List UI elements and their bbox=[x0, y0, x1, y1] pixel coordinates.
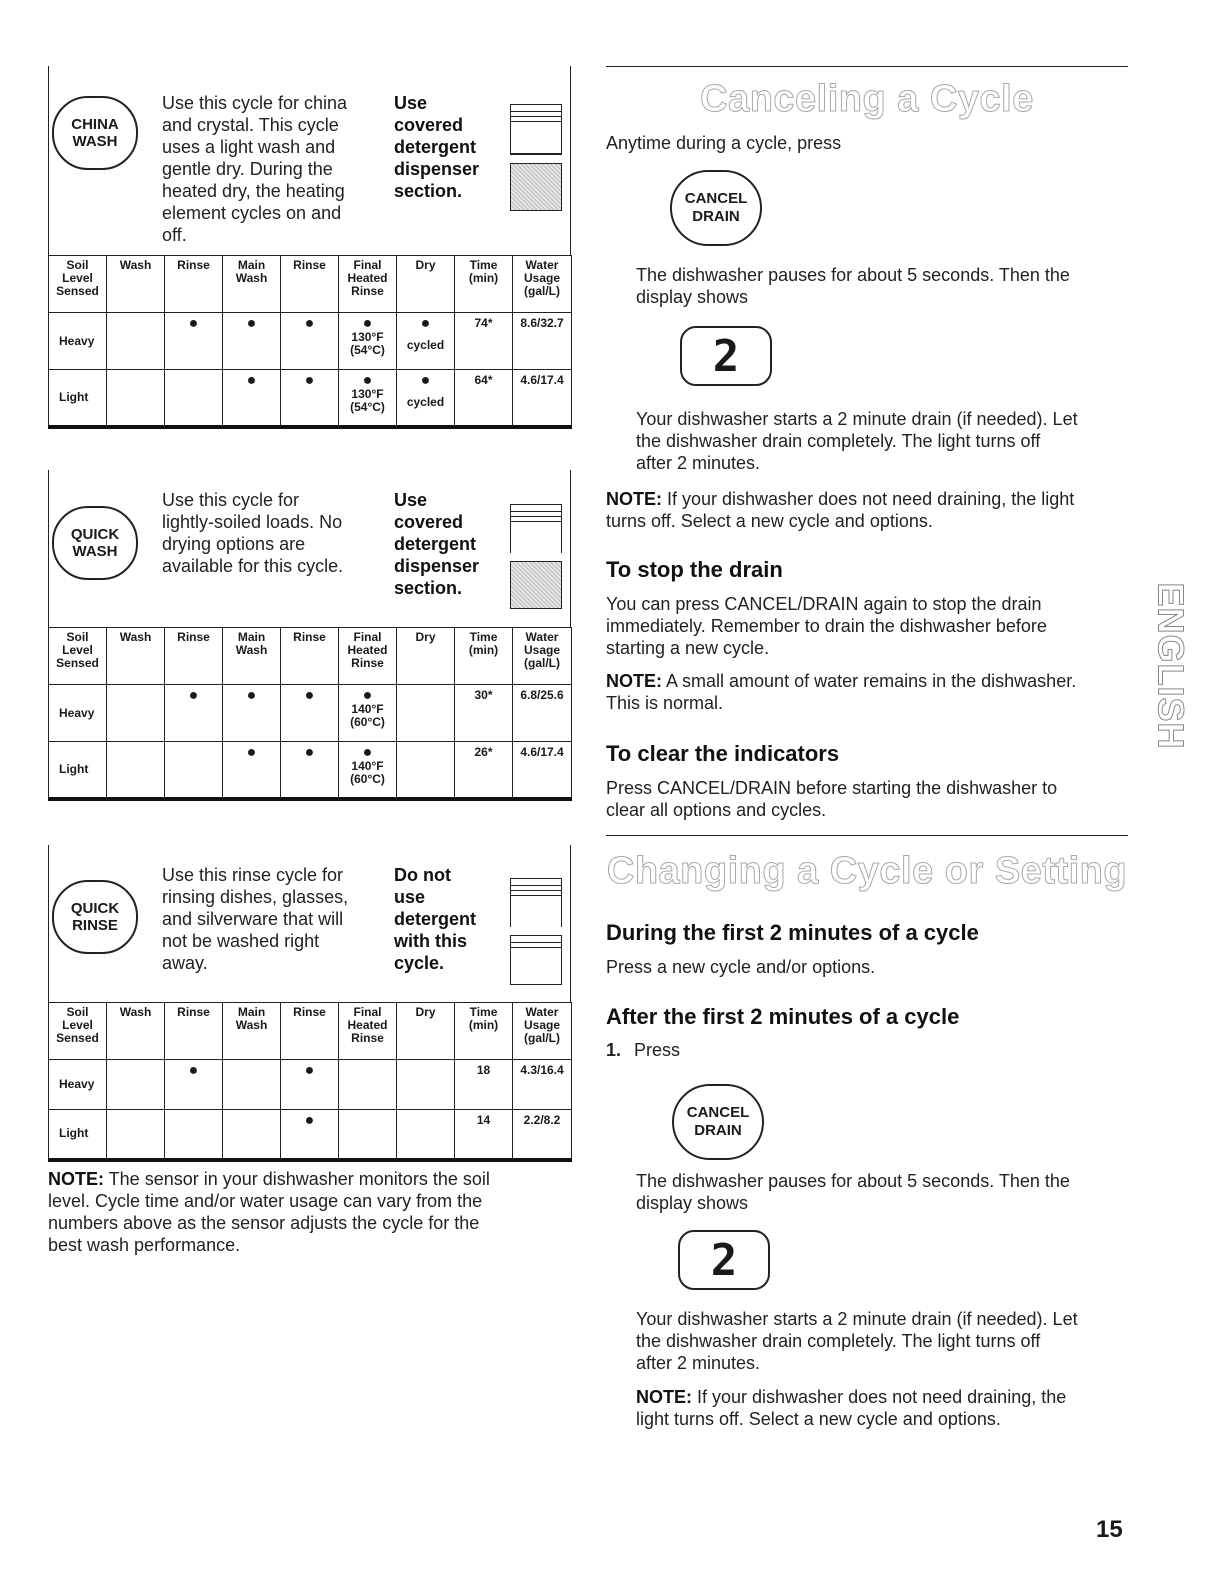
cycle-table bbox=[48, 1002, 572, 1162]
table-row: Heavy ● ● ● ● 140°F (60°C) 30* 6.8/25.6 bbox=[49, 685, 572, 742]
divider bbox=[606, 66, 1128, 67]
page-number: 15 bbox=[1096, 1516, 1123, 1543]
china-wash-button-icon: CHINA WASH bbox=[52, 96, 138, 170]
table-row: Heavy ● ● ● ● 130°F (54°C) ● cycled 74* 8.6/32.7 bbox=[49, 313, 572, 370]
table-header-row: Soil Level Sensed Wash Rinse Main Wash Rinse Final Heated Rinse Dry Time (min) Water Usage (gal/L) bbox=[49, 1003, 572, 1060]
cancel-drain-button-icon: CANCEL DRAIN bbox=[670, 170, 762, 246]
heading-first-2-minutes: During the first 2 minutes of a cycle bbox=[606, 920, 979, 945]
cycle-description: Use this cycle for lightly-soiled loads. No drying options are available for this cycle. bbox=[162, 490, 344, 576]
step-1: 1. Press bbox=[606, 1040, 681, 1060]
dispenser-instruction: Use covered detergent dispenser section. bbox=[394, 490, 480, 598]
table-header-row bbox=[49, 256, 572, 313]
header-final: Final Heated Rinse bbox=[339, 256, 397, 313]
display-readout: 2 bbox=[680, 326, 772, 386]
language-tab: ENGLISH bbox=[1150, 582, 1192, 750]
dispenser-icon bbox=[510, 878, 562, 985]
heading-stop-drain: To stop the drain bbox=[606, 557, 783, 582]
header-rinse: Rinse bbox=[165, 256, 223, 313]
table-row: Heavy ● ● 18 4.3/16.4 bbox=[49, 1060, 572, 1110]
cycle-description: Use this cycle for china and crystal. This cycle uses a light wash and gentle dry. During the heated dry, the heating element cycles on and off. bbox=[162, 93, 348, 245]
section-title-changing: Changing a Cycle or Setting bbox=[606, 850, 1128, 892]
clear-indicators-text: Press CANCEL/DRAIN before starting the dishwasher to clear all options and cycles. bbox=[606, 778, 1058, 820]
header-rinse2: Rinse bbox=[281, 256, 339, 313]
dispenser-instruction: Use covered detergent dispenser section. bbox=[394, 93, 480, 201]
cycle-table bbox=[48, 627, 572, 801]
header-time: Time (min) bbox=[455, 256, 513, 313]
table-header-row: Soil Level Sensed Wash Rinse Main Wash Rinse Final Heated Rinse Dry Time (min) Water Usage (gal/L) bbox=[49, 628, 572, 685]
cycle-table bbox=[48, 255, 572, 429]
drain-text: Your dishwasher starts a 2 minute drain (if needed). Let the dishwasher drain completely. The light turns off after 2 minutes. bbox=[636, 1309, 1078, 1373]
table-row: Light ● ● ● 140°F (60°C) 26* 4.6/17.4 bbox=[49, 742, 572, 799]
cycle-description: Use this rinse cycle for rinsing dishes, glasses, and silverware that will not be washed right away. bbox=[162, 865, 349, 973]
table-row: Light ● 14 2.2/8.2 bbox=[49, 1110, 572, 1160]
header-water: Water Usage (gal/L) bbox=[513, 256, 572, 313]
pause-text: The dishwasher pauses for about 5 seconds. Then the display shows bbox=[636, 1171, 1070, 1213]
section-title-canceling: Canceling a Cycle bbox=[700, 78, 1034, 120]
quick-wash-button-icon: QUICK WASH bbox=[52, 506, 138, 580]
dispenser-instruction: Do not use detergent with this cycle. bbox=[394, 865, 477, 973]
dispenser-icon bbox=[510, 504, 562, 609]
note-draining: NOTE: If your dishwasher does not need draining, the light turns off. Select a new cycle and options. bbox=[636, 1387, 1067, 1429]
stop-drain-text: You can press CANCEL/DRAIN again to stop the drain immediately. Remember to drain the dishwasher before starting a new cycle. bbox=[606, 594, 1047, 658]
header-dry: Dry bbox=[397, 256, 455, 313]
heading-clear-indicators: To clear the indicators bbox=[606, 741, 840, 766]
display-readout: 2 bbox=[678, 1230, 770, 1290]
header-soil: Soil Level Sensed bbox=[49, 256, 107, 313]
quick-rinse-button-icon: QUICK RINSE bbox=[52, 880, 138, 954]
divider bbox=[606, 835, 1128, 836]
note-water: NOTE: A small amount of water remains in the dishwasher. This is normal. bbox=[606, 671, 1077, 713]
header-main-wash: Main Wash bbox=[223, 256, 281, 313]
table-row: Light ● ● ● 130°F (54°C) ● cycled 64* 4.6/17.4 bbox=[49, 370, 572, 427]
cancel-drain-button-icon: CANCEL DRAIN bbox=[672, 1084, 764, 1160]
note-draining: NOTE: If your dishwasher does not need draining, the light turns off. Select a new cycle and options. bbox=[606, 489, 1075, 531]
canceling-intro: Anytime during a cycle, press bbox=[606, 133, 842, 153]
drain-text: Your dishwasher starts a 2 minute drain (if needed). Let the dishwasher drain completely. The light turns off after 2 minutes. bbox=[636, 409, 1078, 473]
heading-after-2-minutes: After the first 2 minutes of a cycle bbox=[606, 1004, 960, 1029]
header-wash: Wash bbox=[107, 256, 165, 313]
dispenser-icon bbox=[510, 104, 562, 211]
first-2-minutes-text: Press a new cycle and/or options. bbox=[606, 957, 876, 977]
pause-text: The dishwasher pauses for about 5 seconds. Then the display shows bbox=[636, 265, 1070, 307]
sensor-note: NOTE: The sensor in your dishwasher monitors the soil level. Cycle time and/or water usage can vary from the numbers above as the sensor adjusts the cycle for the best wash performance. bbox=[48, 1169, 490, 1255]
